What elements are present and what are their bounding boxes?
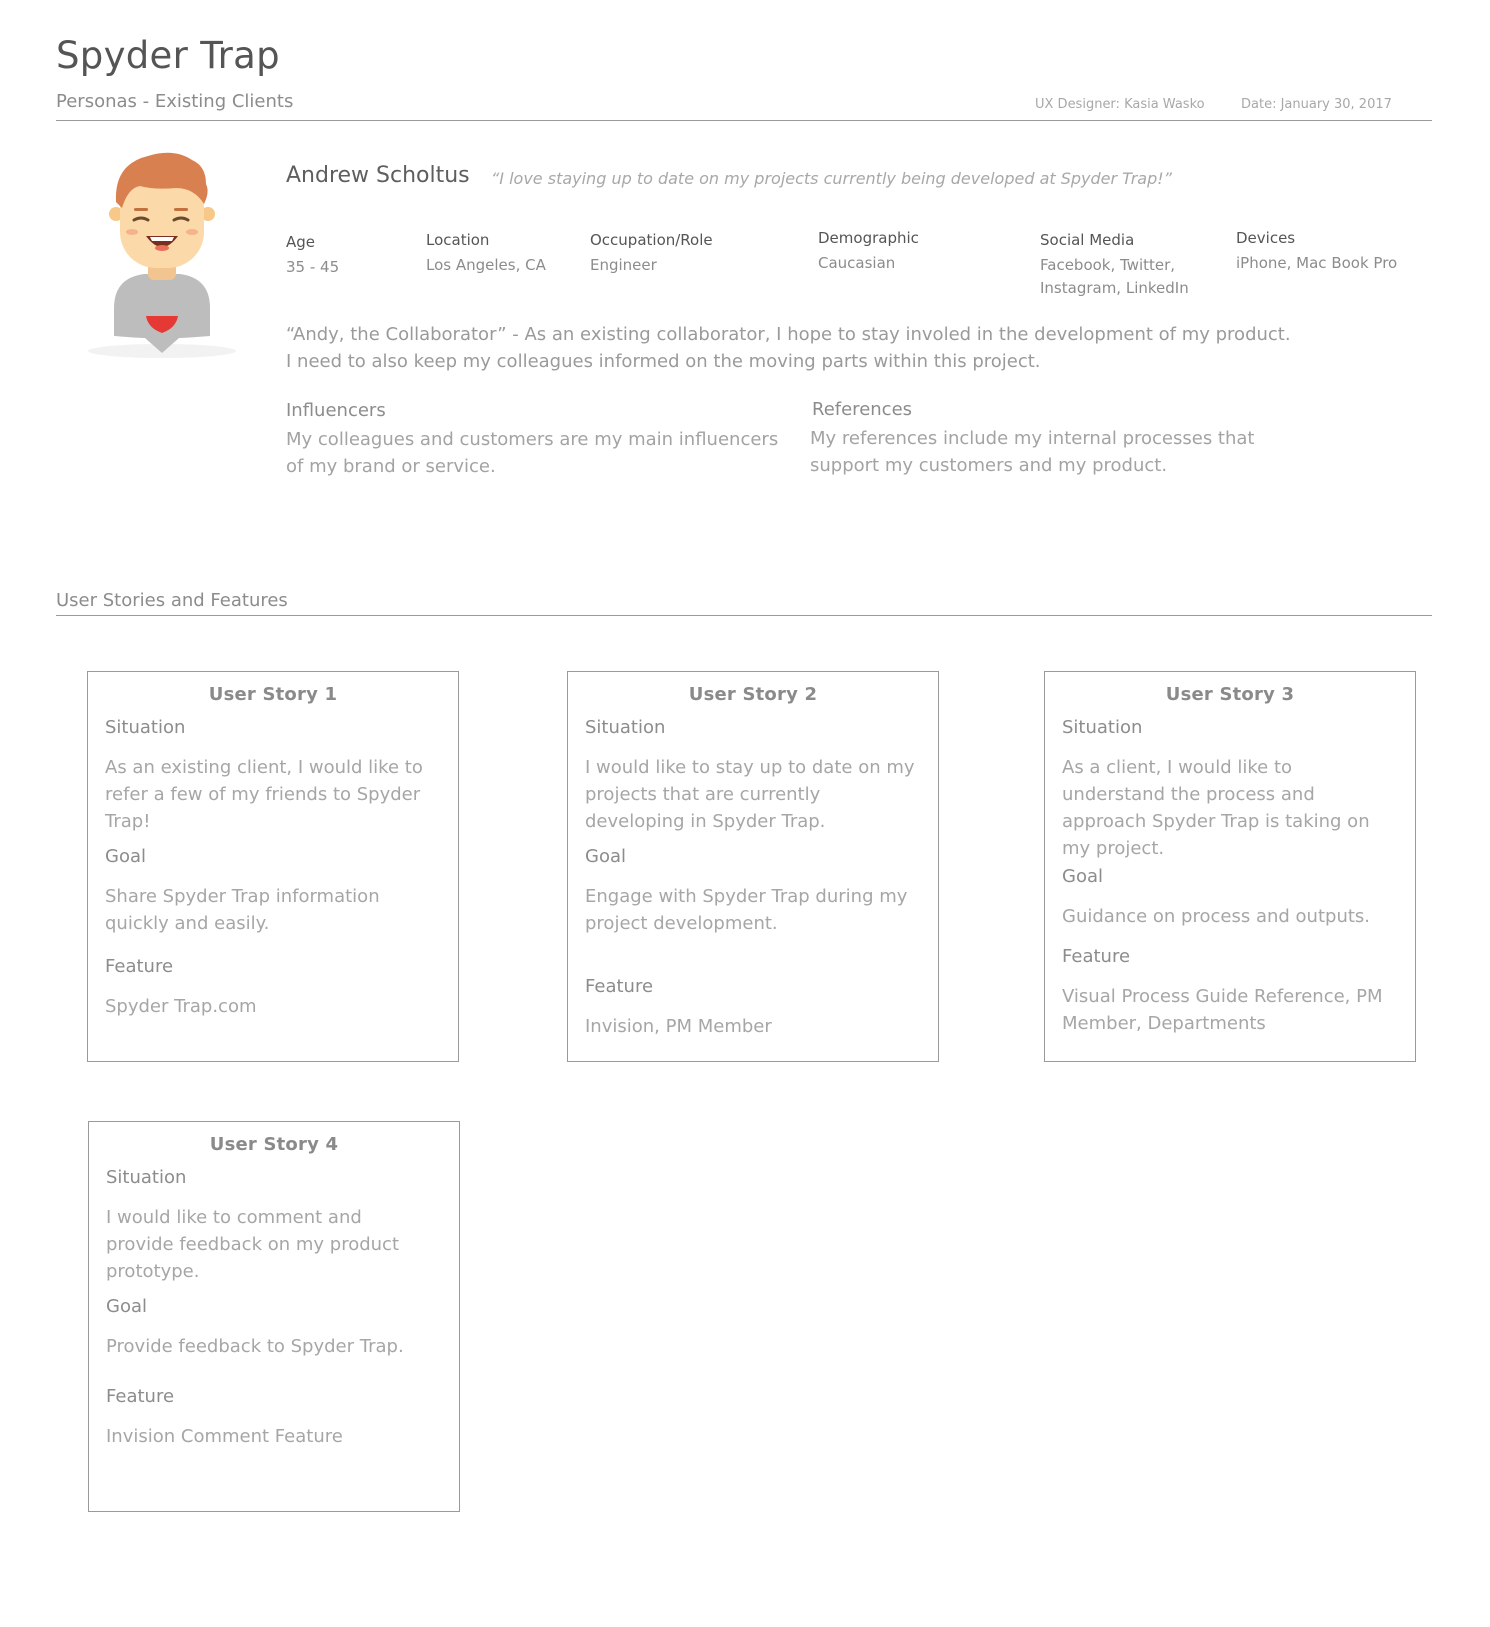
- feature-label: Feature: [1062, 946, 1131, 967]
- situation-text: As an existing client, I would like to refer a few of my friends to Spyder Trap!: [105, 757, 423, 832]
- feature-text: Invision, PM Member: [585, 1016, 772, 1037]
- designer-credit: UX Designer: Kasia Wasko: [1035, 97, 1205, 112]
- goal-text: Guidance on process and outputs.: [1062, 906, 1371, 927]
- influencers-text: [286, 426, 806, 480]
- goal-text: Provide feedback to Spyder Trap.: [106, 1336, 404, 1357]
- goal-text: Engage with Spyder Trap during my project development.: [585, 886, 908, 934]
- story-title: User Story 3: [1165, 684, 1295, 705]
- influencers-heading: Influencers: [286, 400, 386, 421]
- demographic-label: Demographic: [818, 229, 919, 247]
- age-label: Age: [286, 233, 316, 251]
- page-subtitle: Personas - Existing Clients: [56, 91, 294, 112]
- user-story-card-1: [87, 671, 459, 1062]
- user-story-card-4: [88, 1121, 460, 1512]
- user-stories-heading: User Stories and Features: [56, 590, 288, 611]
- devices-label: Devices: [1236, 229, 1296, 247]
- location-value: Los Angeles, CA: [426, 256, 546, 274]
- situation-text: I would like to comment and provide feedback on my product prototype.: [106, 1207, 400, 1282]
- feature-label: Feature: [106, 1386, 175, 1407]
- location-label: Location: [426, 231, 490, 249]
- occupation-label: Occupation/Role: [590, 231, 713, 249]
- persona-description-line2: I need to also keep my colleagues informed on the moving parts within this project.: [286, 351, 1041, 372]
- goal-label: Goal: [106, 1296, 147, 1317]
- goal-label: Goal: [585, 846, 626, 867]
- references-line2: support my customers and my product.: [810, 455, 1168, 476]
- social-media-label: Social Media: [1040, 231, 1135, 249]
- influencers-line1: My colleagues and customers are my main influencers: [286, 429, 779, 450]
- feature-label: Feature: [585, 976, 654, 997]
- references-text: [810, 425, 1330, 479]
- age-value: 35 - 45: [286, 258, 340, 276]
- header-divider: [56, 120, 1432, 121]
- persona-description-line1: “Andy, the Collaborator” - As an existing collaborator, I hope to stay involed in the development of my product.: [286, 324, 1291, 345]
- references-line1: My references include my internal processes that: [810, 428, 1255, 449]
- influencers-line2: of my brand or service.: [286, 456, 496, 477]
- user-story-card-3: [1044, 671, 1416, 1062]
- feature-label: Feature: [105, 956, 174, 977]
- persona-avatar: [84, 148, 244, 368]
- story-title: User Story 1: [208, 684, 338, 705]
- situation-label: Situation: [585, 717, 666, 738]
- goal-text: Share Spyder Trap information quickly and easily.: [105, 886, 380, 934]
- feature-text: Spyder Trap.com: [105, 996, 257, 1017]
- goal-label: Goal: [1062, 866, 1103, 887]
- situation-text: As a client, I would like to understand the process and approach Spyder Trap is taking on my project.: [1062, 757, 1370, 859]
- document-date: Date: January 30, 2017: [1241, 97, 1392, 112]
- story-title: User Story 2: [688, 684, 818, 705]
- story-title: User Story 4: [209, 1134, 339, 1155]
- page-title: Spyder Trap: [56, 34, 280, 77]
- persona-quote: “I love staying up to date on my projects currently being developed at Spyder Trap!”: [491, 169, 1172, 188]
- user-story-card-2: [567, 671, 939, 1062]
- situation-label: Situation: [105, 717, 186, 738]
- social-media-value-line1: Facebook, Twitter,: [1040, 256, 1176, 274]
- persona-name: Andrew Scholtus: [286, 163, 470, 188]
- stories-divider: [56, 615, 1432, 616]
- situation-text: I would like to stay up to date on my projects that are currently developing in Spyder Trap.: [585, 757, 915, 832]
- demographic-value: Caucasian: [818, 254, 896, 272]
- avatar-shirt: [114, 274, 210, 353]
- feature-text: Invision Comment Feature: [106, 1426, 343, 1447]
- occupation-value: Engineer: [590, 256, 657, 274]
- situation-label: Situation: [1062, 717, 1143, 738]
- devices-value: iPhone, Mac Book Pro: [1236, 254, 1398, 272]
- goal-label: Goal: [105, 846, 146, 867]
- social-media-value-line2: Instagram, LinkedIn: [1040, 279, 1189, 297]
- feature-text: Visual Process Guide Reference, PM Member, Departments: [1062, 986, 1383, 1034]
- situation-label: Situation: [106, 1167, 187, 1188]
- persona-description: [286, 321, 1366, 375]
- references-heading: References: [812, 399, 913, 420]
